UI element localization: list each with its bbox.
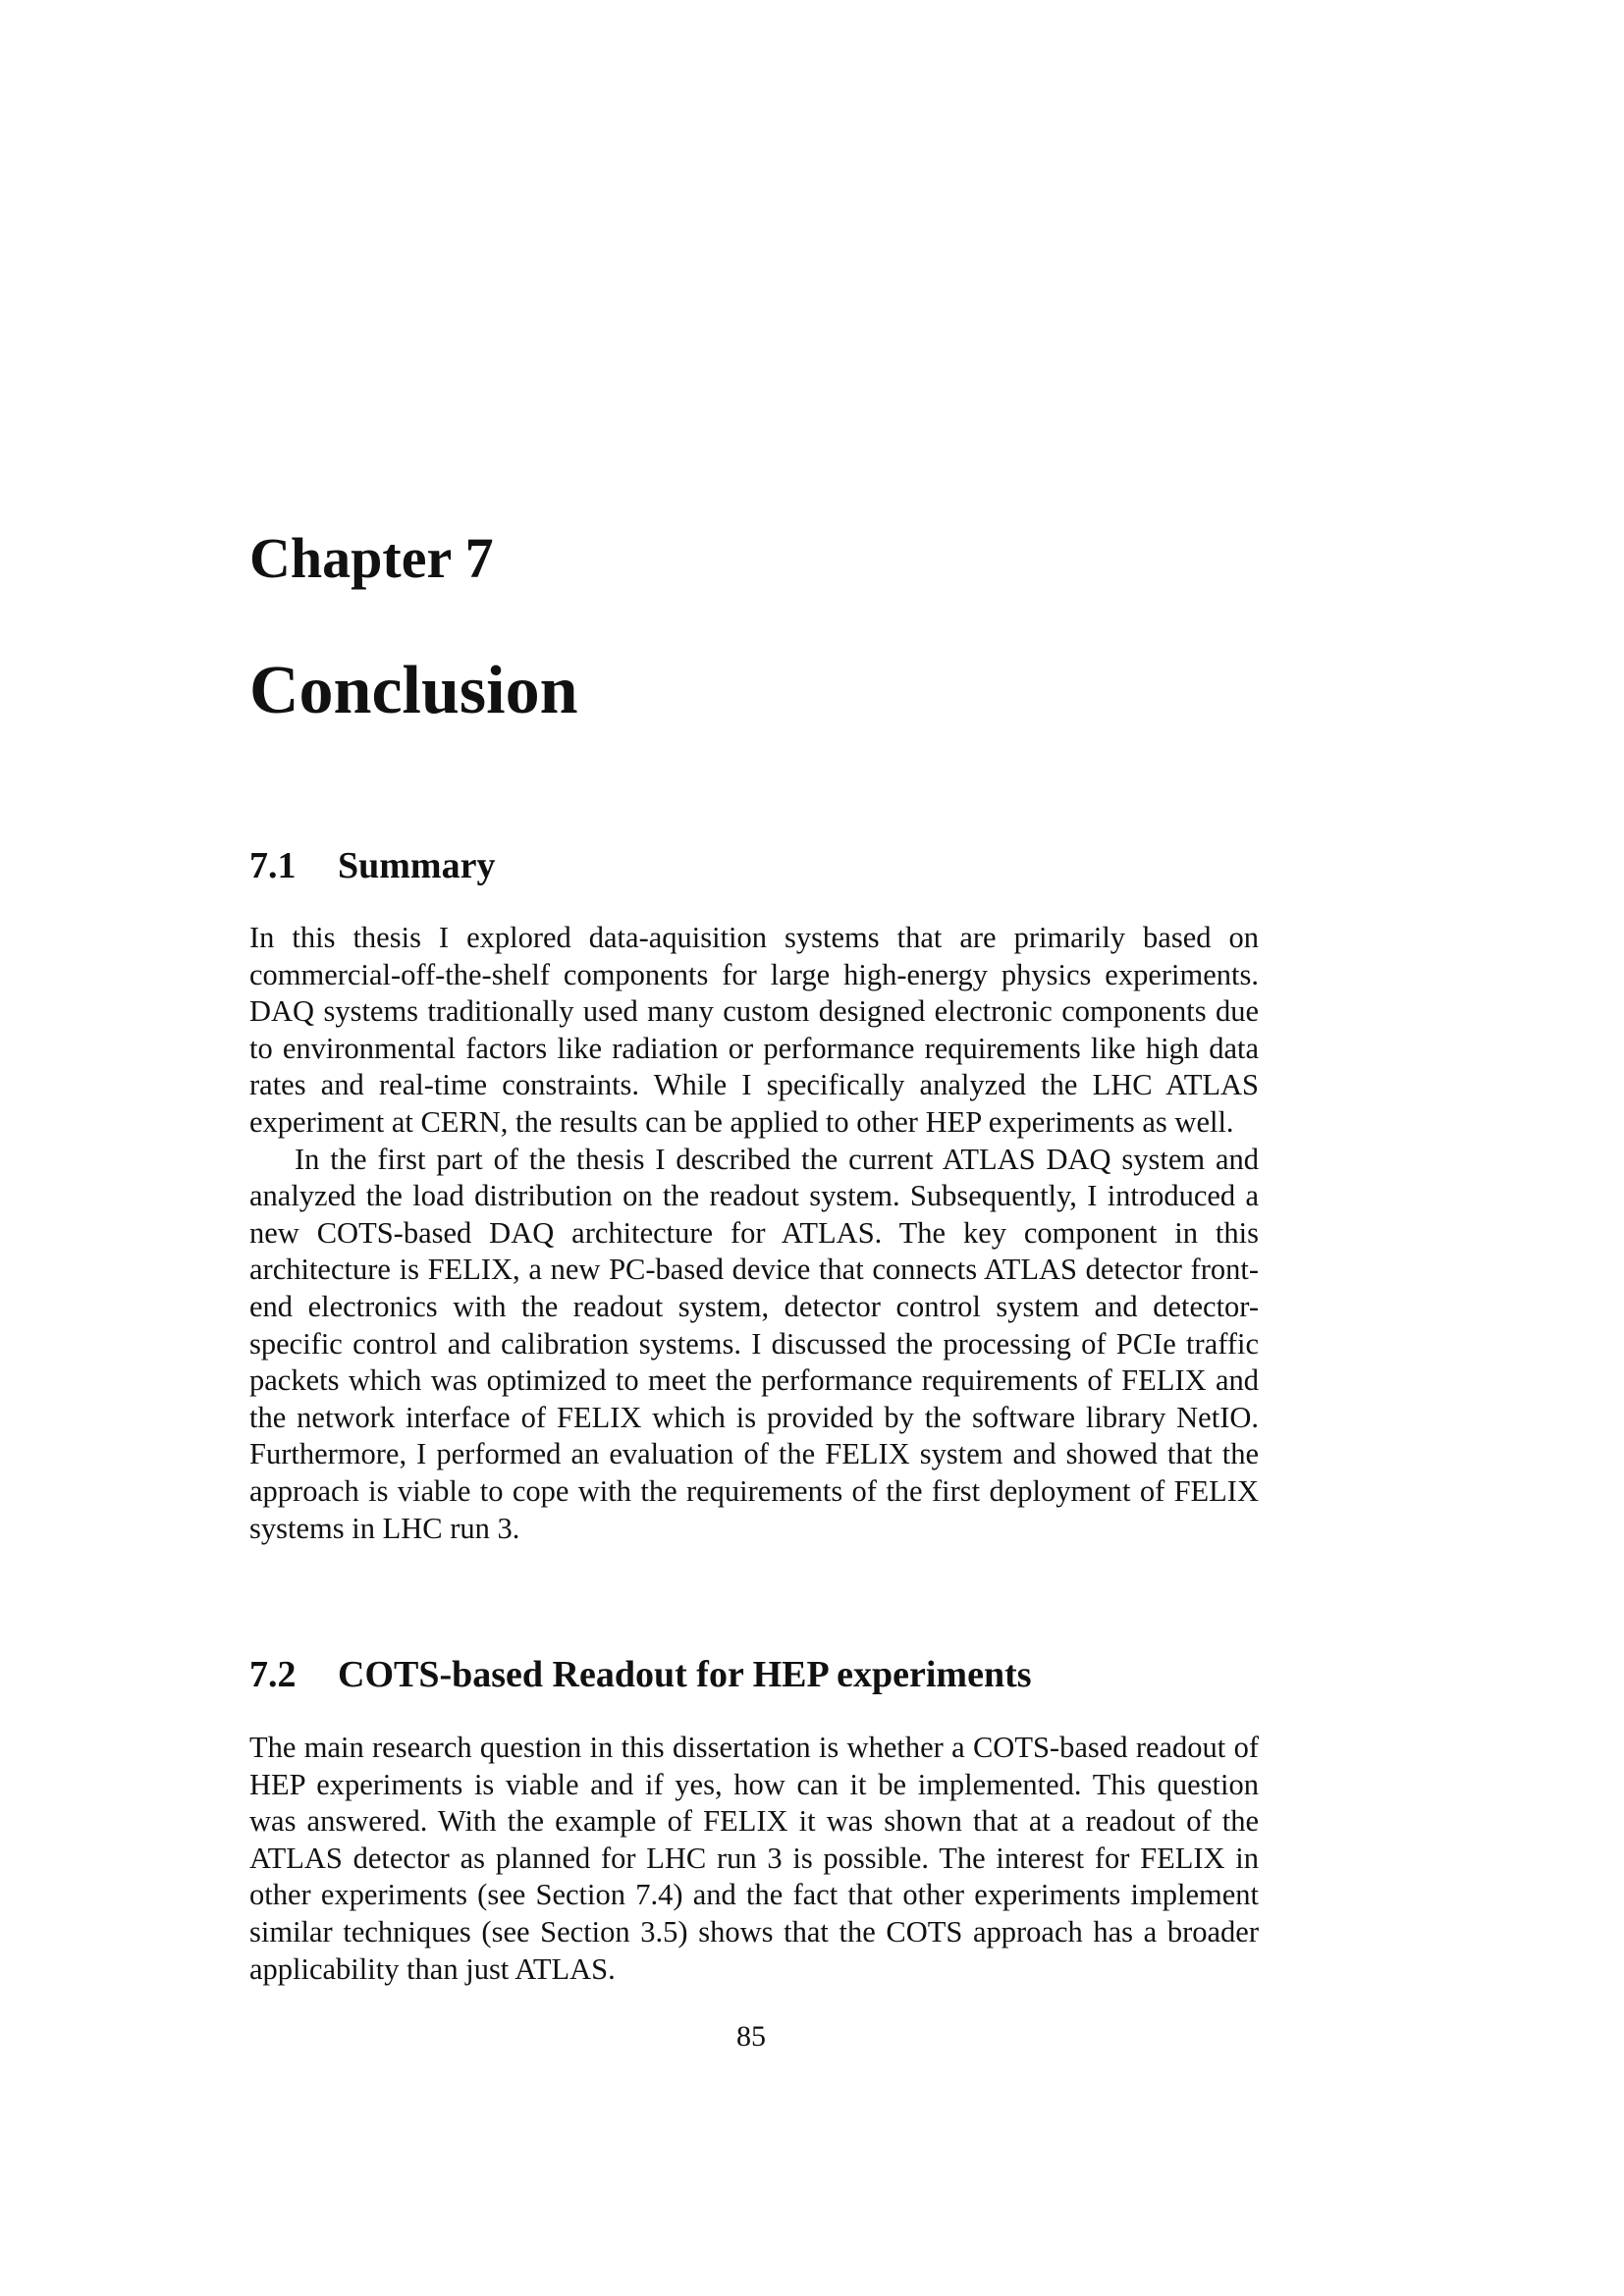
chapter-title: Conclusion <box>249 653 578 728</box>
paragraph: In the first part of the thesis I described the current ATLAS DAQ system and analyzed the load distribution on the readout system. Subsequently, I introduced a new COTS-based DAQ architecture for ATLAS. The key component in this architecture is FELIX, a new PC-based device that connects ATLAS detector front-end electronics with the readout system, detector control system and detector-specific control and calibration systems. I discussed the processing of PCIe traffic packets which was optimized to meet the performance requirements of FELIX and the network interface of FELIX which is provided by the software library NetIO. Furthermore, I performed an evaluation of the FELIX system and showed that the approach is viable to cope with the requirements of the first deployment of FELIX systems in LHC run 3. <box>249 1142 1259 1545</box>
section-body-cots-readout <box>249 1730 1259 1988</box>
page-number: 85 <box>736 2020 766 2053</box>
section-heading-summary <box>249 842 495 889</box>
section-title: COTS-based Readout for HEP experiments <box>338 1654 1032 1695</box>
section-heading-cots-readout <box>249 1651 1032 1698</box>
section-body-summary <box>249 920 1259 1547</box>
paragraph: In this thesis I explored data-aquisition systems that are primarily based on commercial-off-the-shelf components for large high-energy physics experiments. DAQ systems traditionally used many custom designed electronic components due to environmental factors like radiation or performance requirements like high data rates and real-time constraints. While I specifically analyzed the LHC ATLAS experiment at CERN, the results can be applied to other HEP experiments as well. <box>249 921 1259 1139</box>
section-title: Summary <box>338 845 496 886</box>
chapter-label: Chapter 7 <box>249 526 494 590</box>
section-number: 7.2 <box>249 1654 297 1695</box>
paragraph: The main research question in this dissertation is whether a COTS-based readout of HEP experiments is viable and if yes, how can it be implemented. This question was answered. With the example of FELIX it was shown that at a readout of the ATLAS detector as planned for LHC run 3 is possible. The interest for FELIX in other experiments (see Section 7.4) and the fact that other experiments implement similar techniques (see Section 3.5) shows that the COTS approach has a broader applicability than just ATLAS. <box>249 1731 1259 1986</box>
section-number: 7.1 <box>249 845 297 886</box>
